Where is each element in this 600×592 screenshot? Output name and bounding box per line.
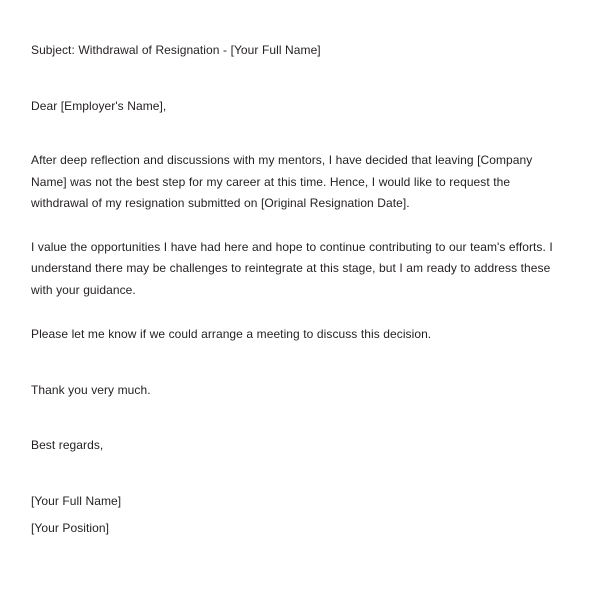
- signer-name: [Your Full Name]: [31, 493, 122, 508]
- body-paragraph-1: After deep reflection and discussions with my mentors, I have decided that leaving [Company Name] was not the best step for my career at this time. Hence, I would like to request the withdrawal of my resignation submitted on [Original Resignation Date].: [31, 153, 533, 210]
- subject-line: Subject: Withdrawal of Resignation - [Your Full Name]: [31, 43, 321, 57]
- signer-position: [Your Position]: [31, 521, 109, 535]
- body-paragraph-3: Please let me know if we could arrange a meeting to discuss this decision.: [31, 327, 432, 341]
- salutation-line: Dear [Employer's Name],: [31, 98, 167, 113]
- letter-body: [31, 40, 570, 540]
- closing-line: Best regards,: [31, 438, 104, 452]
- body-paragraph-2: I value the opportunities I have had here and hope to continue contributing to our team's efforts. I understand there may be challenges to reintegrate at this stage, but I am ready to address these with your guidance.: [31, 239, 553, 297]
- thanks-line: Thank you very much.: [31, 382, 151, 397]
